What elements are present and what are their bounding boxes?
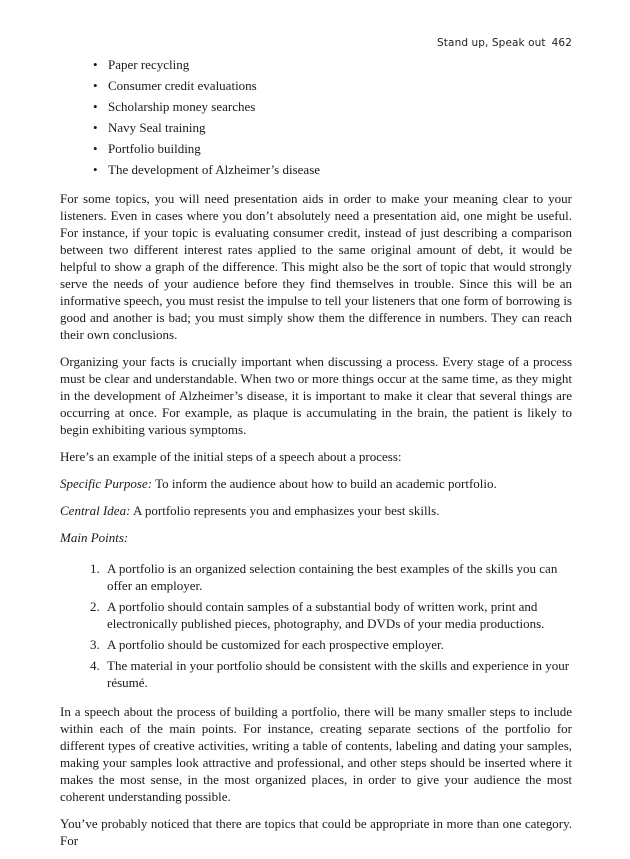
main-points-label: Main Points: [60,530,129,545]
item-text: A portfolio should contain samples of a substantial body of written work, print and electronically published pieces, photography, and DVDs of your media productions. [107,599,545,631]
item-number: 2. [90,599,100,614]
bullet-icon: • [93,141,98,156]
page-body [60,56,572,859]
paragraph-topic-categories: You’ve probably noticed that there are topics that could be appropriate in more than one category. For [60,816,572,848]
list-item: • Paper recycling [93,57,190,72]
specific-purpose-label: Specific Purpose: [60,476,153,491]
header-title: Stand up, Speak out [437,37,546,49]
item-text: A portfolio is an organized selection containing the best examples of the skills you can offer an employer. [107,561,558,593]
list-item: • Portfolio building [93,141,201,156]
bullet-icon: • [93,120,98,135]
main-points-heading [60,529,572,546]
bullet-icon: • [93,162,98,177]
central-idea-text: A portfolio represents you and emphasizes your best skills. [132,503,440,518]
specific-purpose-text: To inform the audience about how to build an academic portfolio. [155,476,497,491]
central-idea [60,502,572,519]
bullet-icon: • [93,78,98,93]
bullet-icon: • [93,99,98,114]
item-number: 4. [90,658,100,673]
bullet-icon: • [93,57,98,72]
list-item [60,657,572,691]
paragraph-portfolio-process: In a speech about the process of building a portfolio, there will be many smaller steps to include within each of the main points. For instance, creating separate sections of the portfolio for different types of creative activities, writing a table of contents, labeling and dating your samples, making your samples look attractive and professional, and other steps should be inserted where it makes the most sense, in the most organized places, in order to give your audience the most coherent understanding possible. [60,704,572,804]
list-item [60,560,572,594]
paragraph-example-intro: Here’s an example of the initial steps of a speech about a process: [60,449,402,464]
running-header [437,37,572,49]
central-idea-label: Central Idea: [60,503,131,518]
list-item: • The development of Alzheimer’s disease [93,162,321,177]
page-number: 462 [551,37,572,49]
topic-list [60,56,572,178]
paragraph-organizing-facts: Organizing your facts is crucially important when discussing a process. Every stage of a process must be clear and understandable. When two or more things occur at the same time, as they might in the development of Alzheimer’s disease, it is important to make it clear that several things are occurring at once. For example, as plaque is accumulating in the brain, the patient is likely to begin exhibiting various symptoms. [60,354,572,437]
main-points-list [60,560,572,691]
specific-purpose [60,475,572,492]
list-item [60,636,572,653]
item-number: 1. [90,561,100,576]
item-number: 3. [90,637,100,652]
item-text: The material in your portfolio should be consistent with the skills and experience in your résumé. [107,658,570,690]
list-item: • Navy Seal training [93,120,206,135]
paragraph-presentation-aids: For some topics, you will need presentation aids in order to make your meaning clear to your listeners. Even in cases where you don’t absolutely need a presentation aid, one might be useful. For instance, if your topic is evaluating consumer credit, instead of just describing a comparison between two different interest rates applied to the same original amount of debt, it would be helpful to show a graph of the difference. This might also be the sort of topic that would strongly serve the needs of your audience before they find themselves in trouble. Since this will be an informative speech, you must resist the impulse to tell your listeners that one form of borrowing is good and another is bad; you must simply show them the difference in numbers. They can reach their own conclusions. [60,191,572,342]
list-item: • Scholarship money searches [93,99,256,114]
item-text: A portfolio should be customized for each prospective employer. [107,637,444,652]
list-item [60,598,572,632]
list-item: • Consumer credit evaluations [93,78,257,93]
